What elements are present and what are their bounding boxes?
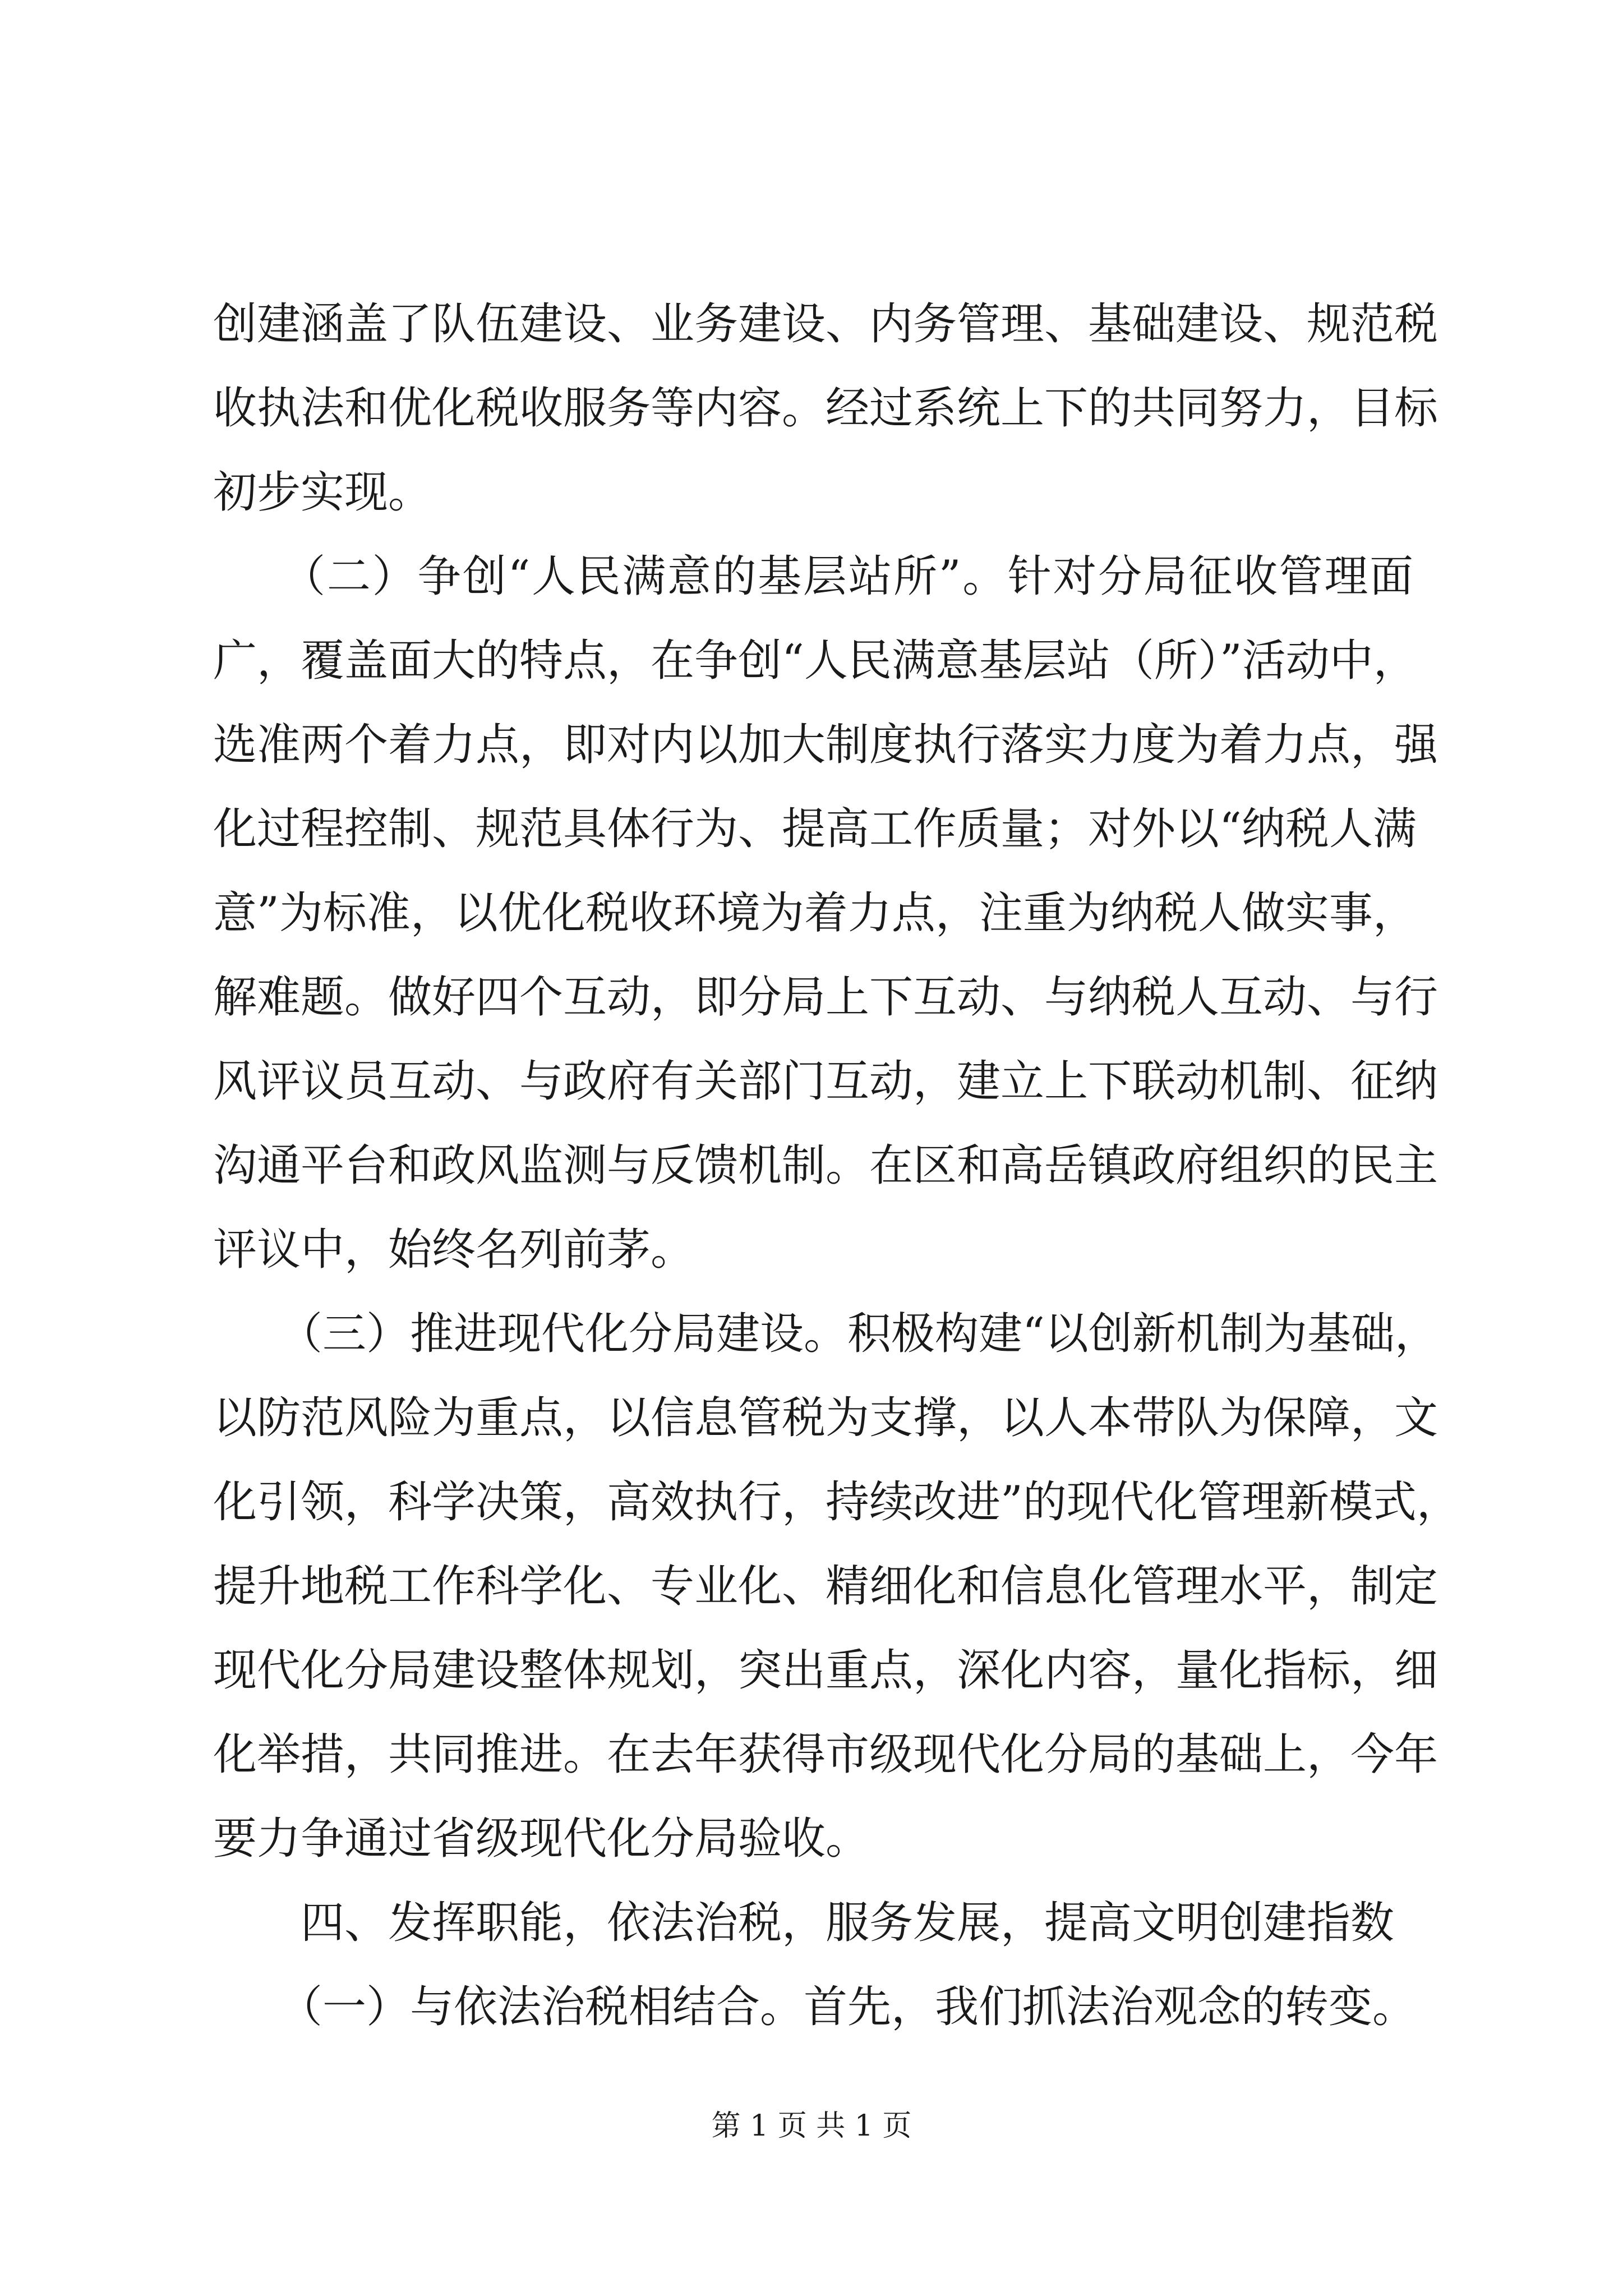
text-line-15: 化引领，科学决策，高效执行，持续改进”的现代化管理新模式， <box>213 1477 1460 1527</box>
text-line-8: 意”为标准，以优化税收环境为着力点，注重为纳税人做实事， <box>213 888 1417 938</box>
text-line-19: 要力争通过省级现代化分局验收。 <box>213 1814 870 1864</box>
text-line-3: 初步实现。 <box>213 467 432 518</box>
text-line-17: 现代化分局建设整体规划，突出重点，深化内容，量化指标，细 <box>213 1645 1438 1696</box>
text-line-1: 创建涵盖了队伍建设、业务建设、内务管理、基础建设、规范税 <box>213 299 1438 349</box>
text-line-10: 风评议员互动、与政府有关部门互动，建立上下联动机制、征纳 <box>213 1056 1438 1107</box>
text-line-7: 化过程控制、规范具体行为、提高工作质量；对外以“纳税人满 <box>213 804 1417 854</box>
section-heading: 四、发挥职能，依法治税，服务发展，提高文明创建指数 <box>213 1898 1395 1948</box>
text-line-18: 化举措，共同推进。在去年获得市级现代化分局的基础上，今年 <box>213 1729 1438 1780</box>
text-line-5: 广，覆盖面大的特点，在争创“人民满意基层站（所）”活动中， <box>213 636 1417 686</box>
page-footer: 第 1 页 共 1 页 <box>711 2109 912 2143</box>
text-line-14: 以防范风险为重点，以信息管税为支撑，以人本带队为保障，文 <box>213 1393 1438 1443</box>
text-line-16: 提升地税工作科学化、专业化、精细化和信息化管理水平，制定 <box>213 1561 1438 1612</box>
text-line-6: 选准两个着力点，即对内以加大制度执行落实力度为着力点，强 <box>213 720 1438 770</box>
text-line-12: 评议中，始终名列前茅。 <box>213 1225 695 1275</box>
text-line-13: （三）推进现代化分局建设。积极构建“以创新机制为基础， <box>213 1309 1438 1359</box>
text-line-2: 收执法和优化税收服务等内容。经过系统上下的共同努力，目标 <box>213 383 1438 434</box>
text-line-11: 沟通平台和政风监测与反馈机制。在区和高岳镇政府组织的民主 <box>213 1140 1438 1191</box>
text-line-4: （二）争创“人民满意的基层站所”。针对分局征收管理面 <box>213 551 1413 602</box>
text-line-9: 解难题。做好四个互动，即分局上下互动、与纳税人互动、与行 <box>213 972 1438 1023</box>
text-line-21: （一）与依法治税相结合。首先，我们抓法治观念的转变。 <box>213 1982 1417 2032</box>
